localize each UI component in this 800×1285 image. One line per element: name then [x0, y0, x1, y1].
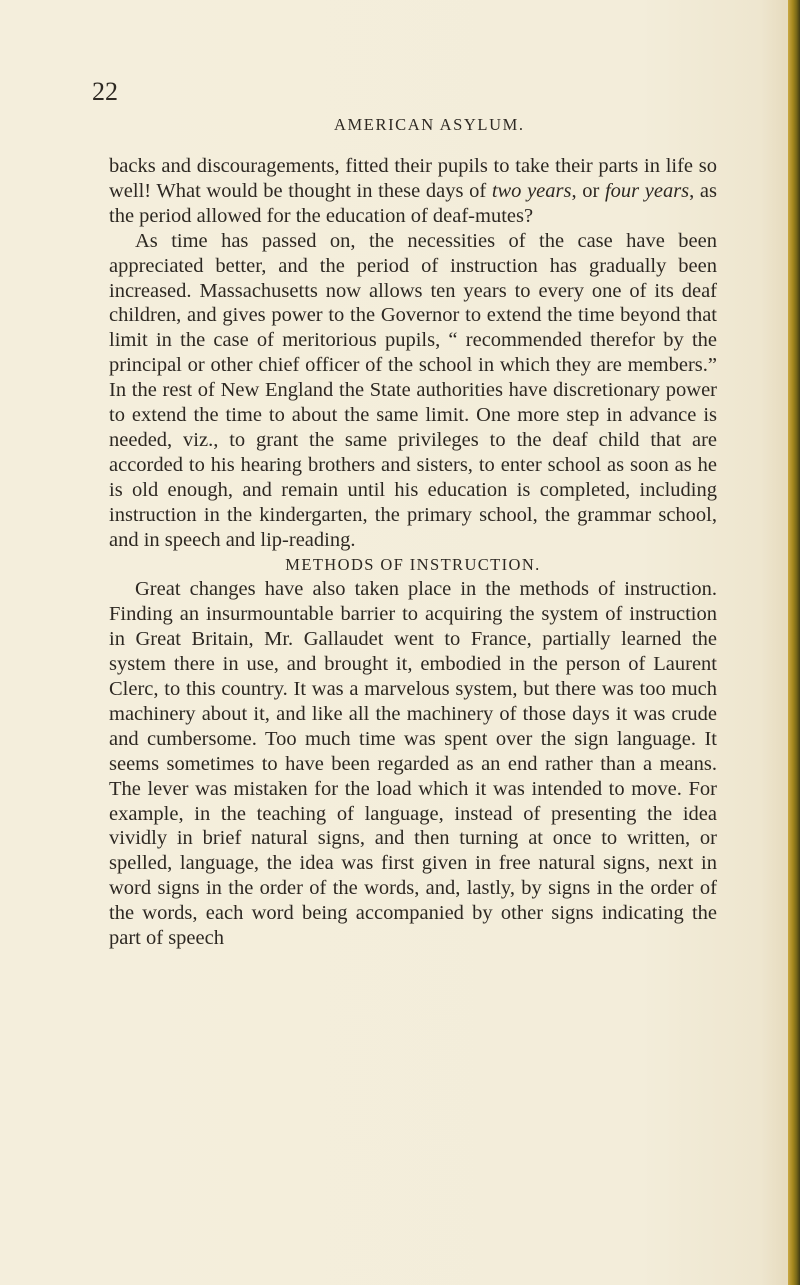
- page-edge-border: [788, 0, 800, 1285]
- section-heading: METHODS OF INSTRUCTION.: [285, 554, 541, 574]
- paragraph-time-increase: As time has passed on, the necessities of the case have been appreciated better, and the period of instruction has gradually been increased. Massachusetts now allows ten years to every one of its deaf children, and gives power to the Governor to extend the time beyond that limit in the case of meritorious pupils, “ recommended therefor by the principal or other chief officer of the school in which they are members.” In the rest of New England the State authorities have discretionary power to extend the time to about the same limit. One more step in advance is needed, viz., to grant the same privileges to the deaf child that are accorded to his hearing brothers and sisters, to enter school as soon as he is old enough, and remain until his education is completed, including instruction in the kindergarten, the primary school, the grammar school, and in speech and lip-reading.: [109, 229, 717, 551]
- paragraph-1-text-c: , as the period allowed for the education of deaf-mutes?: [109, 179, 718, 227]
- paragraph-1-italic-a: two years: [491, 179, 572, 202]
- paragraph-1-italic-b: four years: [604, 179, 690, 202]
- running-head: AMERICAN ASYLUM.: [334, 115, 525, 134]
- paragraph-1-text-b: , or: [571, 179, 605, 202]
- paragraph-1-text-a: backs and discouragements, fitted their pupils to take their parts in life so well! What would be thought in these days of: [109, 155, 717, 202]
- page-number: 22: [92, 77, 118, 106]
- body-text: [109, 154, 717, 951]
- paragraph-methods: Great changes have also taken place in the methods of instruction. Finding an insurmountable barrier to acquiring the system of instruction in Great Britain, Mr. Gallaudet went to France, partially learned the system there in use, and brought it, embodied in the person of Laurent Clerc, to this country. It was a marvelous system, but there was too much machinery about it, and like all the machinery of those days it was crude and cumbersome. Too much time was spent over the sign language. It seems sometimes to have been regarded as an end rather than a means. The lever was mistaken for the load which it was intended to move. For example, in the teaching of language, instead of presenting the idea vividly in brief natural signs, and then turning at once to written, or spelled, language, the idea was first given in free natural signs, next in word signs in the order of the words, and, lastly, by signs in the order of the words, each word being accompanied by other signs indicating the part of speech: [109, 578, 717, 950]
- paragraph-continued: [109, 154, 717, 229]
